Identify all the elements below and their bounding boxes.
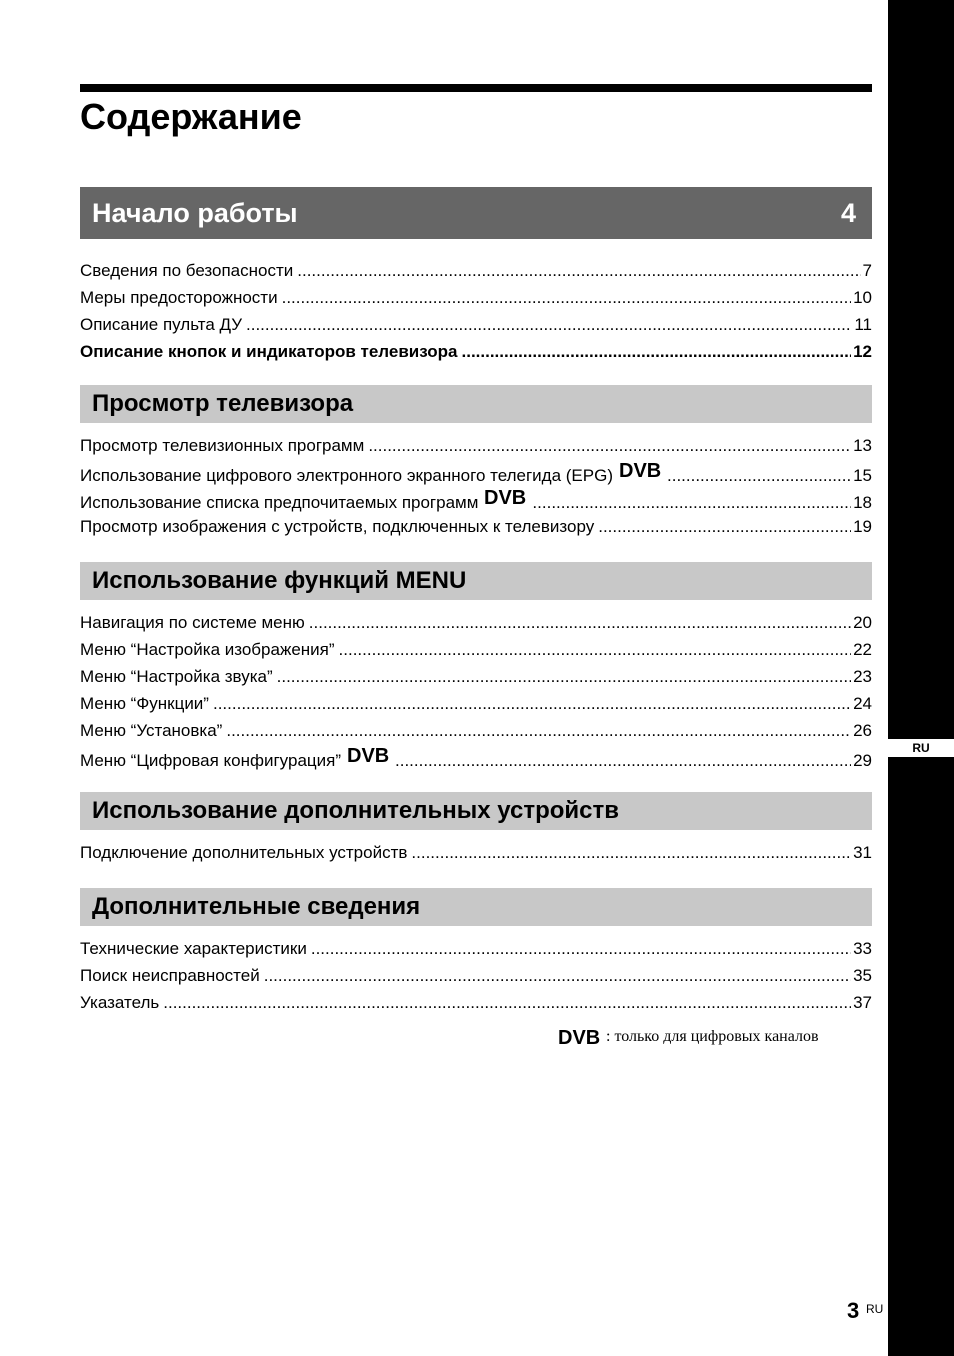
dot-leader (277, 663, 851, 690)
entry-page: 23 (853, 667, 872, 686)
dvb-icon (619, 459, 663, 481)
section-additional-info (80, 888, 872, 1016)
toc-entry[interactable] (80, 690, 872, 717)
toc-entry[interactable] (80, 459, 872, 486)
dot-leader (309, 609, 851, 636)
dvb-icon (347, 744, 391, 766)
section-header (80, 385, 872, 423)
entry-label: Использование списка предпочитаемых программ (80, 493, 479, 512)
entry-page: 19 (853, 517, 872, 536)
dvb-logo-text: DVB (484, 487, 527, 508)
section-header (80, 888, 872, 926)
toc-entry[interactable] (80, 284, 872, 311)
toc-entry[interactable] (80, 962, 872, 989)
dot-leader (297, 257, 860, 284)
entry-page: 22 (853, 640, 872, 659)
toc-entry[interactable] (80, 257, 872, 284)
entry-label: Меню “Функции” (80, 694, 209, 713)
toc-entry[interactable] (80, 486, 872, 513)
entry-page: 24 (853, 694, 872, 713)
page-number-suffix: RU (866, 1302, 884, 1316)
toc-entry[interactable] (80, 717, 872, 744)
dot-leader (462, 338, 852, 365)
dot-leader (264, 962, 851, 989)
entry-page: 31 (853, 843, 872, 862)
toc-entry[interactable] (80, 636, 872, 663)
dot-leader (532, 489, 851, 516)
entry-label: Поиск неисправностей (80, 966, 260, 985)
entry-label: Меры предосторожности (80, 288, 278, 307)
section-getting-started (80, 187, 872, 365)
entry-label: Описание пульта ДУ (80, 315, 242, 334)
entry-label: Описание кнопок и индикаторов телевизора (80, 342, 458, 361)
toc-entry[interactable] (80, 609, 872, 636)
section-watching-tv (80, 385, 872, 540)
section-page: 4 (840, 197, 856, 228)
entry-label: Навигация по системе меню (80, 613, 305, 632)
entry-page: 15 (853, 466, 872, 485)
legend-text: : только для цифровых каналов (606, 1028, 819, 1045)
entry-page: 20 (853, 613, 872, 632)
language-tab: RU (888, 739, 954, 757)
toc-entry[interactable] (80, 311, 872, 338)
dot-leader (246, 311, 852, 338)
entry-page: 26 (853, 721, 872, 740)
entry-label: Меню “Цифровая конфигурация” (80, 751, 341, 770)
entry-label: Меню “Настройка звука” (80, 667, 273, 686)
page-number: 3 (847, 1298, 860, 1323)
entry-label: Сведения по безопасности (80, 261, 294, 280)
dot-leader (282, 284, 851, 311)
entry-label: Меню “Установка” (80, 721, 223, 740)
side-bar (888, 0, 954, 1356)
entry-label: Использование цифрового электронного экранного телегида (EPG) (80, 466, 613, 485)
entry-label: Подключение дополнительных устройств (80, 843, 408, 862)
toc-entry[interactable] (80, 513, 872, 540)
entry-page: 13 (853, 436, 872, 455)
dot-leader (368, 432, 851, 459)
dvb-icon (484, 486, 528, 508)
toc-entry[interactable] (80, 432, 872, 459)
section-menu-functions (80, 562, 872, 771)
entry-label: Меню “Настройка изображения” (80, 640, 335, 659)
toc-entry[interactable] (80, 989, 872, 1016)
entry-page: 37 (853, 993, 872, 1012)
section-header (80, 792, 872, 830)
section-additional-devices (80, 792, 872, 866)
entry-page: 12 (853, 342, 872, 361)
entry-page: 10 (853, 288, 872, 307)
entry-label: Технические характеристики (80, 939, 307, 958)
entry-label: Указатель (80, 993, 160, 1012)
dvb-logo-text: DVB (558, 1027, 601, 1048)
entry-label: Просмотр изображения с устройств, подключенных к телевизору (80, 517, 595, 536)
dot-leader (598, 513, 851, 540)
dot-leader (311, 935, 851, 962)
entry-page: 11 (854, 315, 872, 334)
section-header (80, 562, 872, 600)
toc-entry[interactable] (80, 839, 872, 866)
entry-page: 7 (862, 261, 872, 280)
entry-page: 29 (853, 751, 872, 770)
section-title: Дополнительные сведения (92, 893, 421, 920)
toc-entry[interactable] (80, 935, 872, 962)
section-title: Просмотр телевизора (92, 390, 354, 417)
toc-entry[interactable] (80, 338, 872, 365)
dvb-legend (558, 1026, 819, 1048)
entry-page: 35 (853, 966, 872, 985)
dot-leader (411, 839, 851, 866)
dot-leader (226, 717, 851, 744)
toc-entry[interactable] (80, 744, 872, 771)
toc-entry[interactable] (80, 663, 872, 690)
dot-leader (667, 462, 851, 489)
entry-page: 33 (853, 939, 872, 958)
entry-page: 18 (853, 493, 872, 512)
section-header (80, 187, 872, 239)
dot-leader (213, 690, 851, 717)
dvb-logo-text: DVB (347, 745, 390, 766)
dvb-icon (558, 1026, 602, 1048)
entry-label: Просмотр телевизионных программ (80, 436, 365, 455)
page-title: Содержание (80, 96, 302, 137)
dot-leader (339, 636, 852, 663)
section-title: Использование функций MENU (92, 567, 467, 594)
title-rule (80, 84, 872, 92)
dot-leader (395, 747, 851, 774)
section-title: Начало работы (92, 197, 298, 228)
section-title: Использование дополнительных устройств (92, 797, 620, 824)
dvb-logo-text: DVB (619, 460, 662, 481)
dot-leader (163, 989, 851, 1016)
